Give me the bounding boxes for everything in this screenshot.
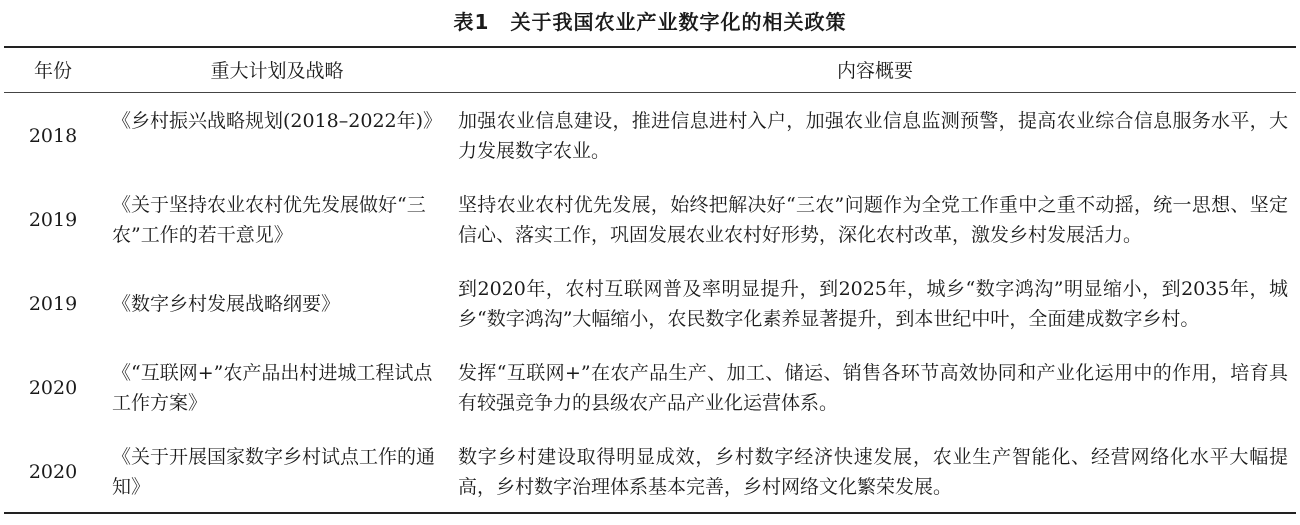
row-plan: 《数字乡村发展战略纲要》 — [112, 293, 341, 315]
row-summary: 发挥“互联网+”在农产品生产、加工、储运、销售各环节高效协同和产业化运用中的作用，培育具有较强竞争力的县级农产品产业化运营体系。 — [458, 362, 1288, 414]
row-summary: 加强农业信息建设，推进信息进村入户，加强农业信息监测预警，提高农业综合信息服务水平，大力发展数字农业。 — [458, 110, 1288, 162]
table-row — [0, 178, 1300, 262]
row-plan: 《关于坚持农业农村优先发展做好“三农”工作的若干意见》 — [112, 194, 426, 246]
table-row — [0, 430, 1300, 514]
row-year: 2019 — [28, 209, 78, 231]
row-year: 2020 — [28, 461, 78, 483]
table-row — [0, 346, 1300, 430]
table-top-rule — [4, 46, 1296, 48]
row-summary: 到2020年，农村互联网普及率明显提升，到2025年，城乡“数字鸿沟”明显缩小，到2035年，城乡“数字鸿沟”大幅缩小，农民数字化素养显著提升，到本世纪中叶，全面建成数字乡村。 — [458, 278, 1288, 330]
row-summary: 数字乡村建设取得明显成效，乡村数字经济快速发展，农业生产智能化、经营网络化水平大幅提高，乡村数字治理体系基本完善，乡村网络文化繁荣发展。 — [458, 446, 1288, 498]
row-summary: 坚持农业农村优先发展，始终把解决好“三农”问题作为全党工作重中之重不动摇，统一思想、坚定信心、落实工作，巩固发展农业农村好形势，深化农村改革，激发乡村发展活力。 — [458, 194, 1288, 246]
header-year: 年份 — [33, 60, 72, 82]
row-plan: 《“互联网+”农产品出村进城工程试点工作方案》 — [112, 362, 433, 414]
row-year: 2018 — [28, 125, 78, 147]
table-bottom-rule — [4, 512, 1296, 514]
table-caption: 表1 关于我国农业产业数字化的相关政策 — [453, 10, 847, 34]
header-summary: 内容概要 — [836, 60, 913, 82]
table-row — [0, 94, 1300, 178]
row-plan: 《关于开展国家数字乡村试点工作的通知》 — [112, 446, 436, 498]
table-row — [0, 262, 1300, 346]
row-year: 2020 — [28, 377, 78, 399]
header-plan: 重大计划及战略 — [210, 60, 344, 82]
row-plan: 《乡村振兴战略规划(2018–2022年)》 — [112, 110, 443, 132]
table-header-rule — [4, 92, 1296, 93]
row-year: 2019 — [28, 293, 78, 315]
